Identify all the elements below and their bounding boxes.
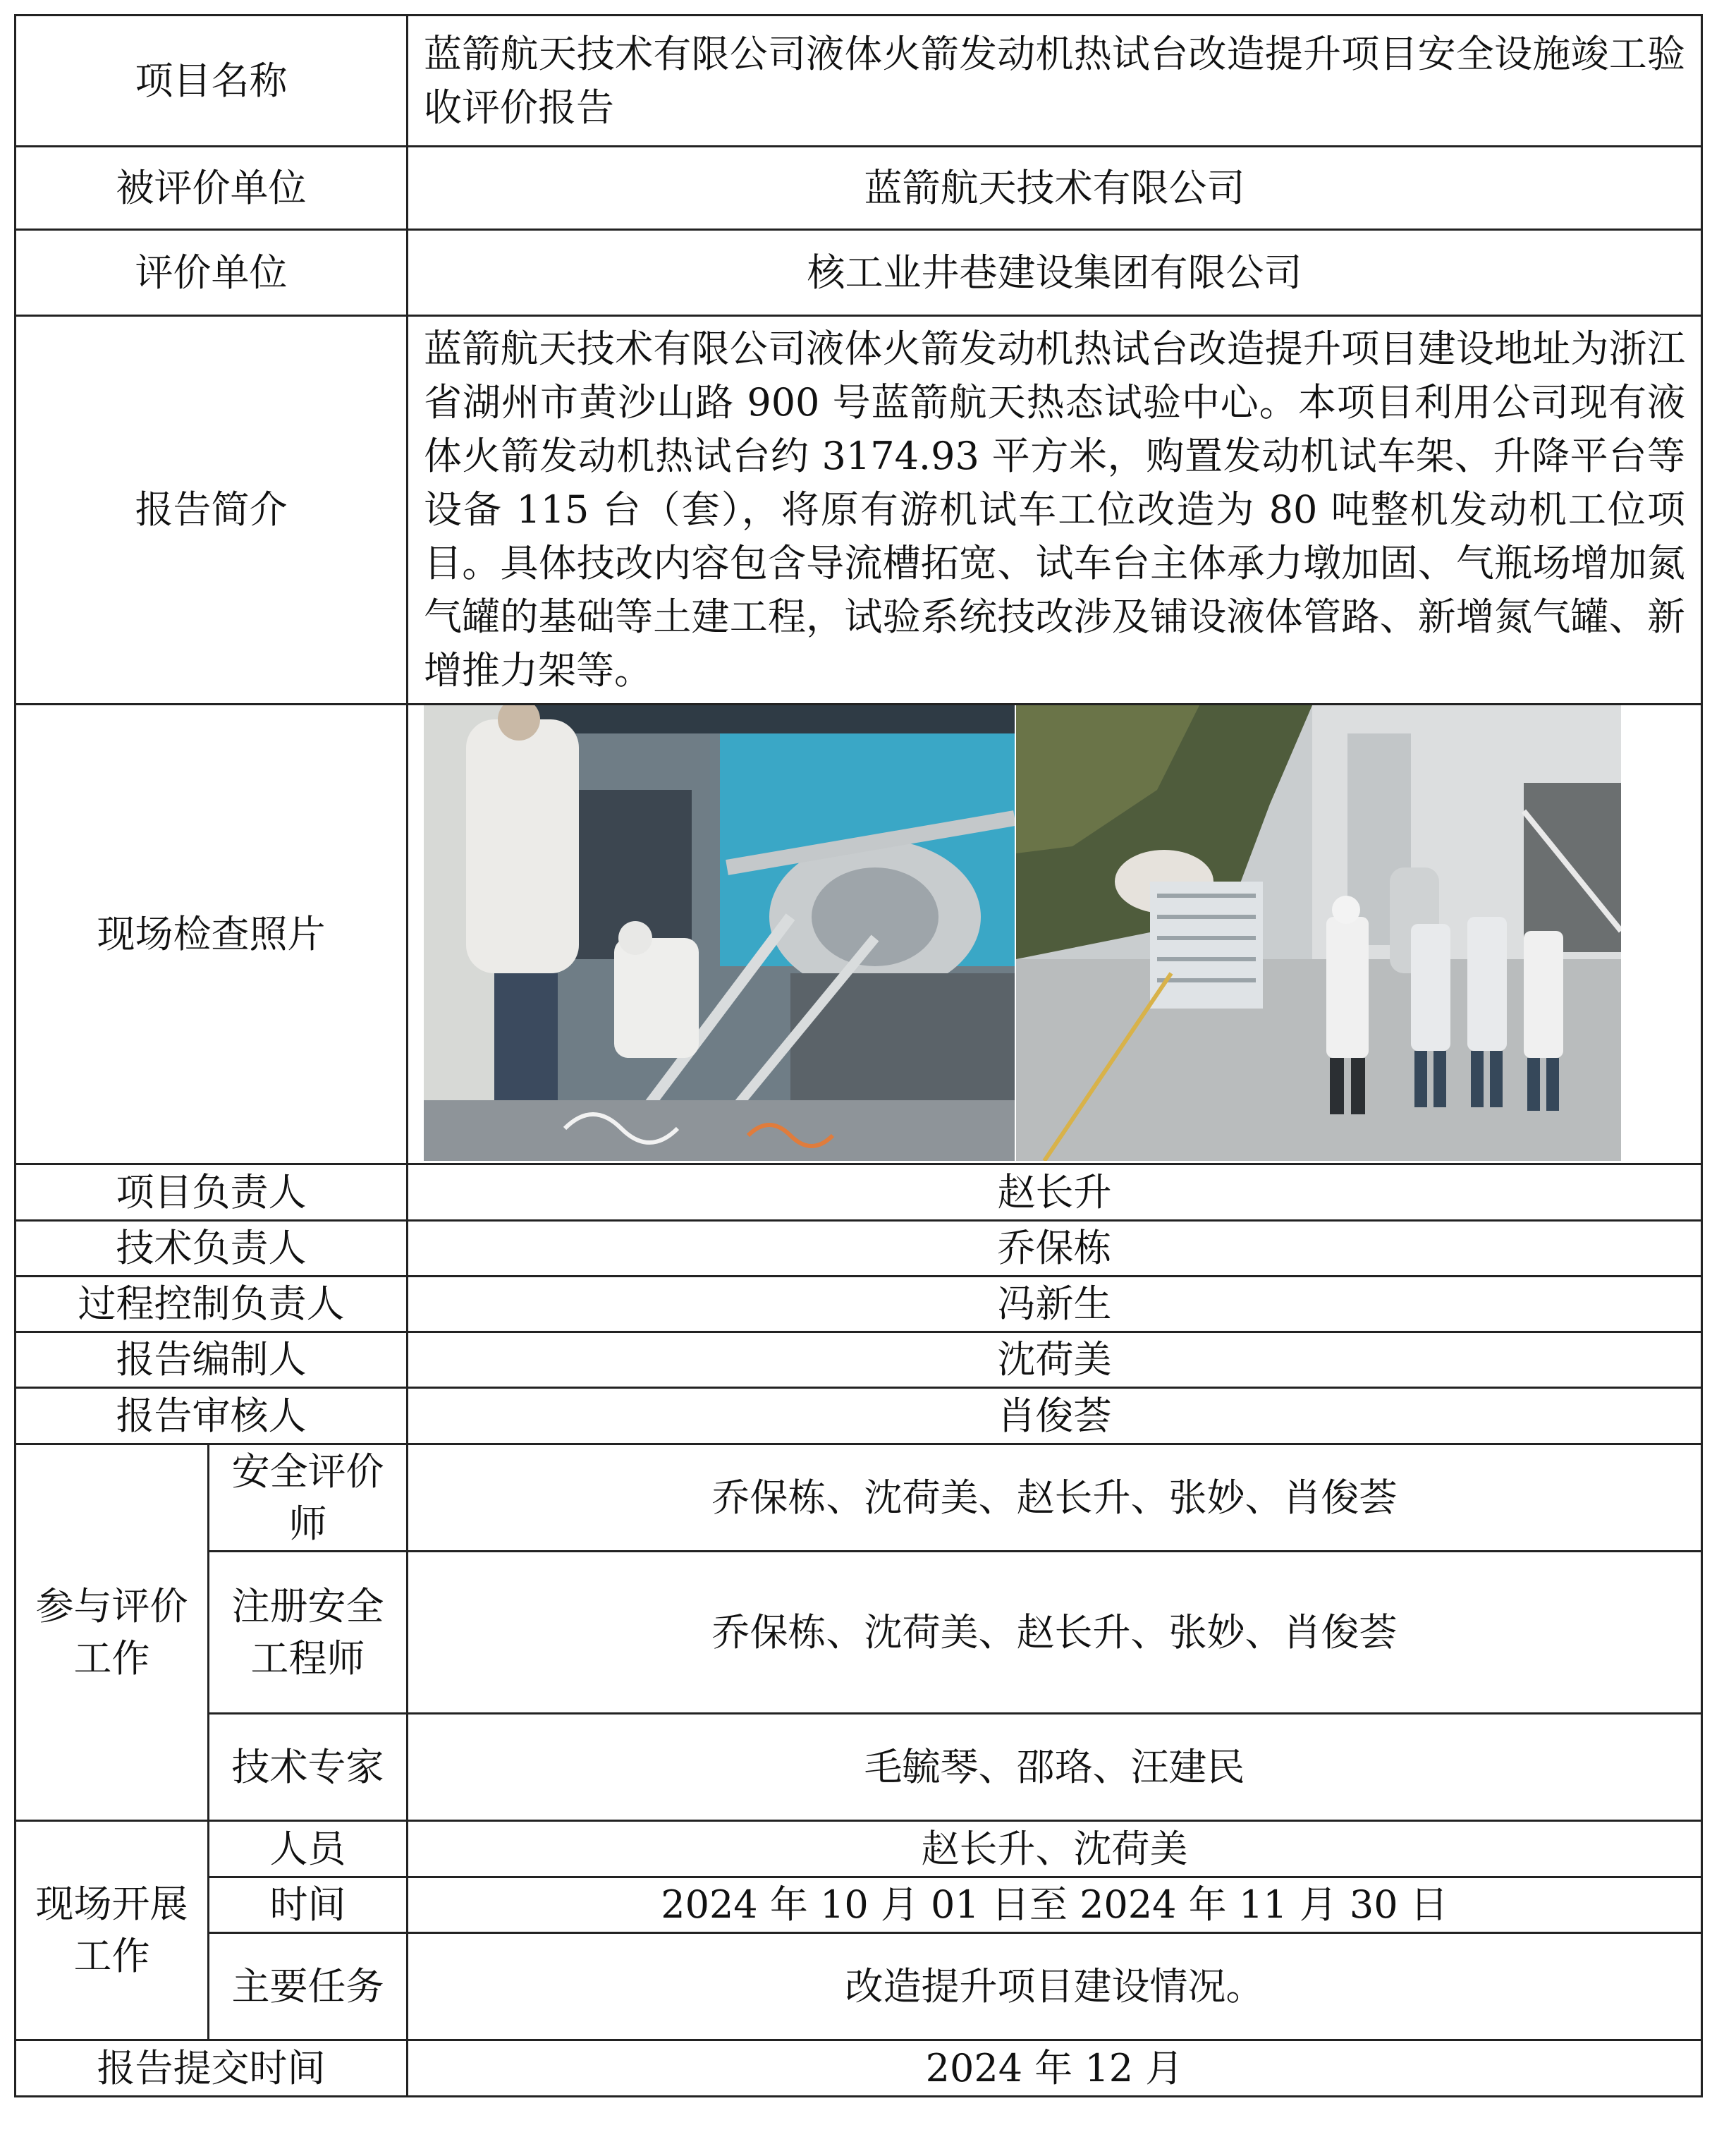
tech-leader-label: 技术负责人 <box>16 1221 408 1277</box>
evaluation-report-table <box>14 14 1703 2097</box>
project-name-value: 蓝箭航天技术有限公司液体火箭发动机热试台改造提升项目安全设施竣工验收评价报告 <box>408 16 1702 147</box>
field-task-label: 主要任务 <box>209 1933 408 2040</box>
experts-value: 毛毓琴、邵珞、汪建民 <box>408 1714 1702 1821</box>
project-name-label: 项目名称 <box>16 16 408 147</box>
row-field-time <box>16 1877 1702 1933</box>
site-photo-test-center-yard <box>1016 705 1621 1161</box>
row-project-name <box>16 16 1702 147</box>
summary-text: 蓝箭航天技术有限公司液体火箭发动机热试台改造提升项目建设地址为浙江省湖州市黄沙山路 900 号蓝箭航天热态试验中心。本项目利用公司现有液体火箭发动机热试台约 3174.93 平方米，购置发动机试车架、升降平台等设备 115 台（套），将原有游机试车工位改造为 80 吨整机发动机工位项目。具体技改内容包含导流槽拓宽、试车台主体承力墩加固、气瓶场增加氮气罐的基础等土建工程，试验系统技改涉及铺设液体管路、新增氮气罐、新增推力架等。 <box>408 316 1702 705</box>
process-control-label: 过程控制负责人 <box>16 1277 408 1332</box>
summary-label: 报告简介 <box>16 316 408 705</box>
row-safety-evaluator <box>16 1444 1702 1552</box>
submit-time-value: 2024 年 12 月 <box>408 2040 1702 2097</box>
reviewer-label: 报告审核人 <box>16 1388 408 1444</box>
row-field-personnel <box>16 1821 1702 1877</box>
row-submit-time <box>16 2040 1702 2097</box>
row-evaluation-unit <box>16 230 1702 316</box>
participants-label: 参与评价工作 <box>16 1444 209 1821</box>
field-task-value: 改造提升项目建设情况。 <box>408 1933 1702 2040</box>
process-control-value: 冯新生 <box>408 1277 1702 1332</box>
compiler-label: 报告编制人 <box>16 1332 408 1388</box>
row-compiler <box>16 1332 1702 1388</box>
evaluated-unit-value: 蓝箭航天技术有限公司 <box>408 147 1702 230</box>
field-personnel-value: 赵长升、沈荷美 <box>408 1821 1702 1877</box>
site-photos-label: 现场检查照片 <box>16 705 408 1164</box>
project-leader-label: 项目负责人 <box>16 1164 408 1221</box>
reviewer-value: 肖俊荟 <box>408 1388 1702 1444</box>
compiler-value: 沈荷美 <box>408 1332 1702 1388</box>
evaluated-unit-label: 被评价单位 <box>16 147 408 230</box>
row-summary <box>16 316 1702 705</box>
project-leader-value: 赵长升 <box>408 1164 1702 1221</box>
field-time-label: 时间 <box>209 1877 408 1933</box>
tech-leader-value: 乔保栋 <box>408 1221 1702 1277</box>
experts-label: 技术专家 <box>209 1714 408 1821</box>
evaluation-unit-value: 核工业井巷建设集团有限公司 <box>408 230 1702 316</box>
field-personnel-label: 人员 <box>209 1821 408 1877</box>
safety-evaluator-value: 乔保栋、沈荷美、赵长升、张妙、肖俊荟 <box>408 1444 1702 1552</box>
row-process-control <box>16 1277 1702 1332</box>
row-site-photos <box>16 705 1702 1164</box>
registered-engineer-value: 乔保栋、沈荷美、赵长升、张妙、肖俊荟 <box>408 1552 1702 1714</box>
row-evaluated-unit <box>16 147 1702 230</box>
row-field-task <box>16 1933 1702 2040</box>
site-photo-engine-test-stand <box>424 705 1015 1161</box>
row-reviewer <box>16 1388 1702 1444</box>
registered-engineer-label: 注册安全工程师 <box>209 1552 408 1714</box>
row-project-leader <box>16 1164 1702 1221</box>
site-photos-cell <box>408 705 1702 1164</box>
field-work-label: 现场开展工作 <box>16 1821 209 2040</box>
safety-evaluator-label: 安全评价师 <box>209 1444 408 1552</box>
row-tech-leader <box>16 1221 1702 1277</box>
row-registered-engineer <box>16 1552 1702 1714</box>
row-experts <box>16 1714 1702 1821</box>
submit-time-label: 报告提交时间 <box>16 2040 408 2097</box>
evaluation-unit-label: 评价单位 <box>16 230 408 316</box>
field-time-value: 2024 年 10 月 01 日至 2024 年 11 月 30 日 <box>408 1877 1702 1933</box>
